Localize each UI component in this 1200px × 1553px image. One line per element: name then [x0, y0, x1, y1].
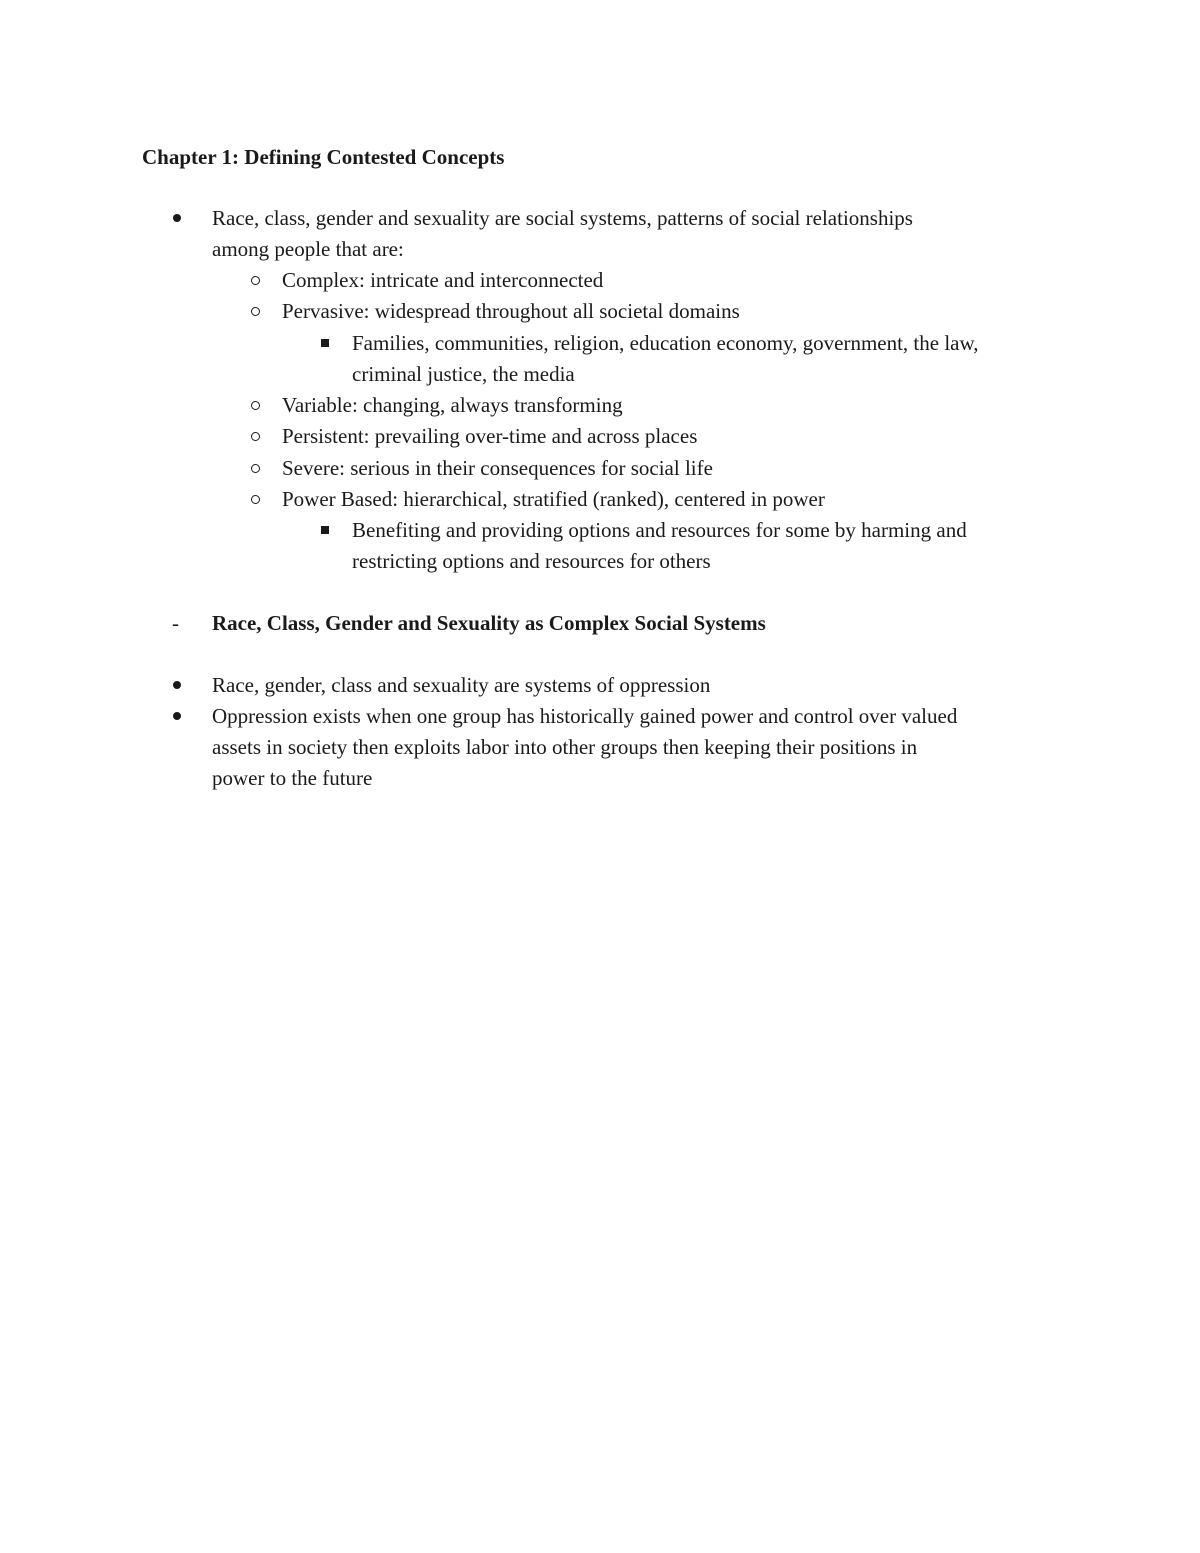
list-item-text: Power Based: hierarchical, stratified (ranked), centered in power — [282, 487, 825, 511]
square-bullet-icon — [318, 328, 332, 359]
bullet-icon — [170, 701, 184, 732]
list-item-text: assets in society then exploits labor into other groups then keeping their positions in — [212, 735, 918, 759]
circle-bullet-icon — [248, 421, 262, 452]
circle-bullet-icon — [248, 265, 262, 296]
circle-bullet-icon — [248, 390, 262, 421]
list-item-text: criminal justice, the media — [352, 362, 575, 386]
list-item-text: Persistent: prevailing over-time and across places — [282, 424, 698, 448]
dash-marker-icon: - — [172, 611, 179, 635]
list-item-text: Complex: intricate and interconnected — [282, 268, 604, 292]
circle-bullet-icon — [248, 453, 262, 484]
square-bullet-icon — [318, 515, 332, 546]
list-item-text: Race, class, gender and sexuality are social systems, patterns of social relationships — [212, 206, 913, 230]
list-item-text: Benefiting and providing options and resources for some by harming and — [352, 518, 967, 542]
chapter-title: Chapter 1: Defining Contested Concepts — [142, 145, 505, 169]
bullet-icon — [170, 203, 184, 234]
circle-bullet-icon — [248, 296, 262, 327]
circle-bullet-icon — [248, 484, 262, 515]
list-item-text: among people that are: — [212, 237, 404, 261]
list-item-continuation — [352, 546, 1052, 577]
bullet-icon — [170, 670, 184, 701]
list-item-text: power to the future — [212, 766, 373, 790]
list-item-continuation — [212, 732, 1072, 763]
list-item-continuation — [212, 234, 1072, 265]
list-item-text: Families, communities, religion, education economy, government, the law, — [352, 331, 979, 355]
list-item-continuation — [352, 359, 1052, 390]
list-item-text: Race, gender, class and sexuality are systems of oppression — [212, 673, 711, 697]
list-item-text: restricting options and resources for others — [352, 549, 711, 573]
list-item-text: Pervasive: widespread throughout all societal domains — [282, 299, 740, 323]
list-item-text: Severe: serious in their consequences for social life — [282, 456, 713, 480]
list-item-continuation — [212, 763, 1072, 794]
section-heading-text: Race, Class, Gender and Sexuality as Complex Social Systems — [212, 611, 766, 635]
list-item-text: Variable: changing, always transforming — [282, 393, 623, 417]
list-item-text: Oppression exists when one group has historically gained power and control over valued — [212, 704, 958, 728]
